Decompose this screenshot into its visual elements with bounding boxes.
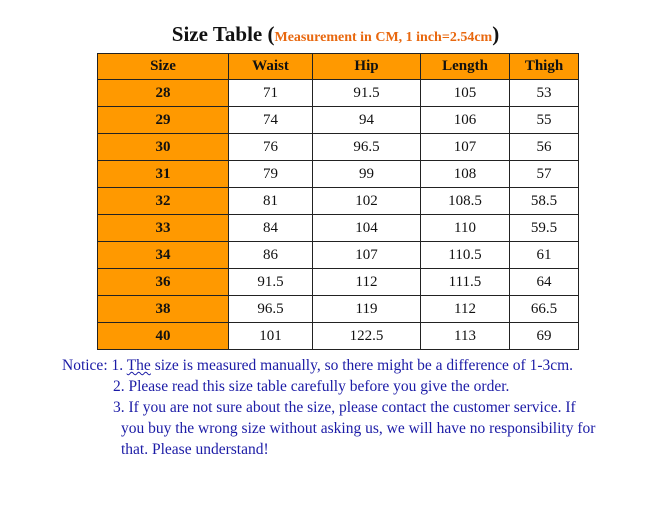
header-length: Length [421, 54, 510, 80]
waist-cell: 76 [229, 134, 313, 161]
thigh-cell: 64 [510, 269, 579, 296]
table-row [98, 188, 579, 215]
header-size: Size [98, 54, 229, 80]
table-row [98, 161, 579, 188]
size-table [97, 53, 579, 350]
notice-line-5: that. Please understand! [121, 441, 269, 458]
title-close-paren: ) [492, 22, 500, 46]
size-cell: 29 [98, 107, 229, 134]
size-cell: 32 [98, 188, 229, 215]
title-subtitle: Measurement in CM, 1 inch=2.54cm [274, 30, 493, 45]
hip-cell: 96.5 [313, 134, 421, 161]
waist-cell: 71 [229, 80, 313, 107]
size-cell: 28 [98, 80, 229, 107]
size-cell: 40 [98, 323, 229, 350]
table-row [98, 215, 579, 242]
waist-cell: 91.5 [229, 269, 313, 296]
title-main: Size Table [171, 22, 263, 46]
thigh-cell: 57 [510, 161, 579, 188]
size-cell: 31 [98, 161, 229, 188]
waist-cell: 81 [229, 188, 313, 215]
length-cell: 111.5 [421, 269, 510, 296]
notice-line-4: you buy the wrong size without asking us, we will have no responsibility for [121, 420, 596, 437]
header-waist: Waist [229, 54, 313, 80]
size-cell: 30 [98, 134, 229, 161]
length-cell: 107 [421, 134, 510, 161]
header-thigh: Thigh [510, 54, 579, 80]
header-hip: Hip [313, 54, 421, 80]
table-row [98, 80, 579, 107]
waist-cell: 79 [229, 161, 313, 188]
length-cell: 112 [421, 296, 510, 323]
table-row [98, 242, 579, 269]
thigh-cell: 69 [510, 323, 579, 350]
size-cell: 34 [98, 242, 229, 269]
hip-cell: 112 [313, 269, 421, 296]
table-row [98, 269, 579, 296]
thigh-cell: 55 [510, 107, 579, 134]
length-cell: 106 [421, 107, 510, 134]
thigh-cell: 56 [510, 134, 579, 161]
notice-line-1 [62, 355, 662, 376]
thigh-cell: 59.5 [510, 215, 579, 242]
table-row [98, 134, 579, 161]
hip-cell: 94 [313, 107, 421, 134]
length-cell: 105 [421, 80, 510, 107]
notice-line-1-text: size is measured manually, so there might be a difference of 1-3cm. [150, 357, 574, 374]
thigh-cell: 66.5 [510, 296, 579, 323]
waist-cell: 84 [229, 215, 313, 242]
hip-cell: 91.5 [313, 80, 421, 107]
thigh-cell: 58.5 [510, 188, 579, 215]
table-row [98, 107, 579, 134]
hip-cell: 104 [313, 215, 421, 242]
table-header-row [98, 54, 579, 80]
hip-cell: 102 [313, 188, 421, 215]
size-cell: 38 [98, 296, 229, 323]
notice-prefix: Notice: 1. [62, 357, 127, 374]
waist-cell: 96.5 [229, 296, 313, 323]
hip-cell: 119 [313, 296, 421, 323]
hip-cell: 99 [313, 161, 421, 188]
page-title [0, 22, 671, 47]
notice-underlined-word: The [126, 357, 151, 374]
size-cell: 36 [98, 269, 229, 296]
length-cell: 113 [421, 323, 510, 350]
thigh-cell: 53 [510, 80, 579, 107]
waist-cell: 86 [229, 242, 313, 269]
size-cell: 33 [98, 215, 229, 242]
thigh-cell: 61 [510, 242, 579, 269]
notice-line-3: 3. If you are not sure about the size, please contact the customer service. If [113, 399, 576, 416]
title-open-paren: ( [267, 22, 275, 46]
hip-cell: 122.5 [313, 323, 421, 350]
length-cell: 108 [421, 161, 510, 188]
notice-block [62, 355, 662, 460]
notice-line-2: 2. Please read this size table carefully before you give the order. [113, 378, 510, 395]
hip-cell: 107 [313, 242, 421, 269]
waist-cell: 74 [229, 107, 313, 134]
length-cell: 110 [421, 215, 510, 242]
table-row [98, 323, 579, 350]
length-cell: 110.5 [421, 242, 510, 269]
table-row [98, 296, 579, 323]
waist-cell: 101 [229, 323, 313, 350]
length-cell: 108.5 [421, 188, 510, 215]
